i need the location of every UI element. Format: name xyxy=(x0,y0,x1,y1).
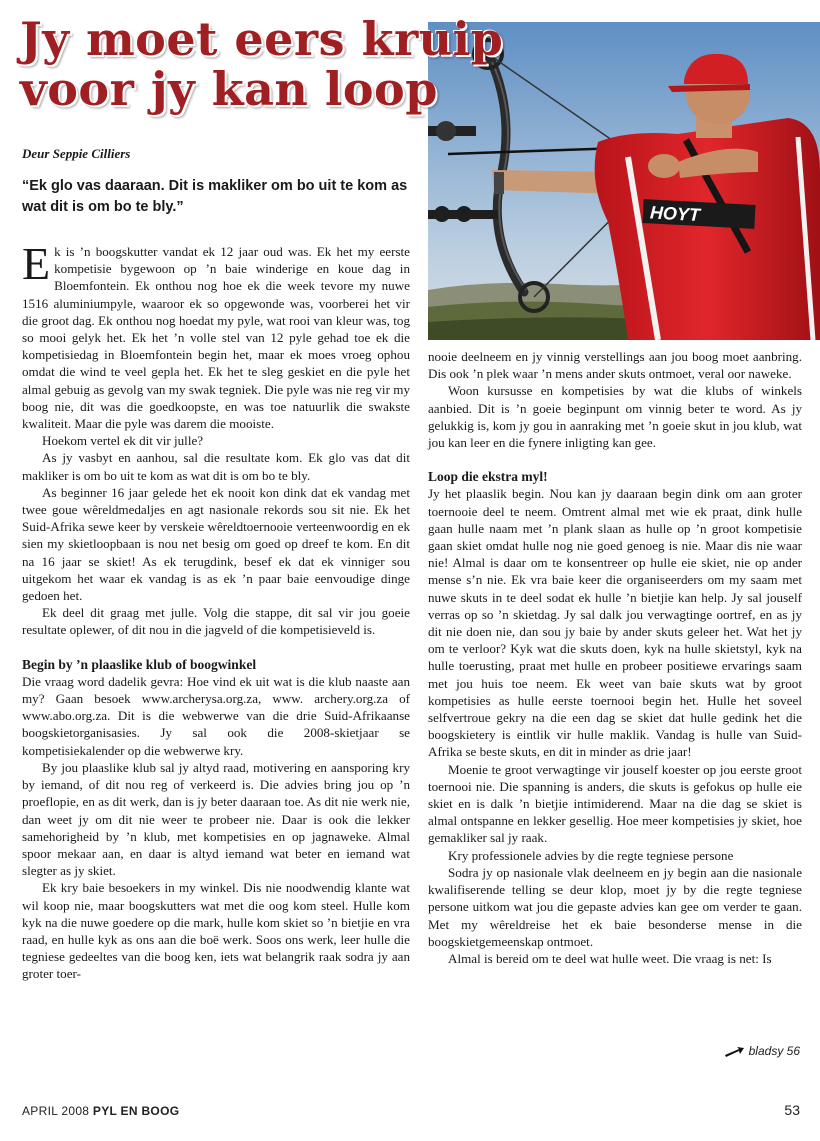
paragraph-text: k is ’n boogskutter vandat ek 12 jaar oud was. Ek het my eerste kompetisie bygewoon op ’n baie winderige en koue dag in Bloemfontein. Ek onthou nog hoe ek die week tevore my nuwe 1516 aluminiumpyle, waaroor ek so opgewonde was, voorberei het vir die groot dag. Ek onthou nog hoedat my pyle, wat rooi van kleur was, tog so mooi gelyk het. Ek het ’n volle stel van 12 pyle gehad toe ek die kompetisiedag in Bloemfontein begin het, maar ek moes vroeg ophou omdat die wind te veel gepla het. Ek het te sleg geskiet en die pyle het almal gebuig as gevolg van my swak tegniek. Die pyle was nie reg vir my boog nie, dit was die goedkoopste, en was toe natuurlik die swakste kwaliteit. Maar die pyle was darem die mooiste. xyxy=(22,244,410,432)
page-number: 53 xyxy=(784,1102,800,1118)
drop-cap: E xyxy=(22,238,51,289)
spacer xyxy=(22,639,410,656)
article-title xyxy=(20,14,720,114)
paragraph: By jou plaaslike klub sal jy altyd raad, motivering en aansporing kry by iemand, of dit nou reg of verkeerd is. Die advies bring jou op ’n proeflopie, en as dit werk, dan is jy beter daaraan toe. As dit nie werk nie, dan weet jy om dit nie weer te probeer nie. Daar is ook die lekker samehorigheid by ’n klub, met kompetisies en op jagnaweke. Almal spoor mekaar aan, en daar is altyd iemand wat beter en iemand wat slegter as jy skiet. xyxy=(22,759,410,879)
paragraph: Die vraag word dadelik gevra: Hoe vind ek uit wat is die klub naaste aan my? Gaan besoek www.archerysa.org.za, www. archery.org.za of www.abo.org.za. Dit is die webwerwe van die drie Suid-Afrikaanse boogskietorganisasies. Jy sal ook die 2008-skietjaar se kompetisiekalender op die webwerwe kry. xyxy=(22,673,410,758)
paragraph: nooie deelneem en jy vinnig verstellings aan jou boog moet aanbring. Dis ook ’n plek waar ’n mens ander skuts ontmoet, veral oor naweke. xyxy=(428,349,802,382)
paragraph xyxy=(22,238,410,432)
paragraph: Almal is bereid om te deel wat hulle weet. Die vraag is net: Is xyxy=(448,950,772,966)
paragraph: Ek deel dit graag met julle. Volg die stappe, dit sal vir jou goeie resultate oplewer, of dit nou in die jagveld of die kompetisieveld is. xyxy=(22,605,410,638)
issue-date: APRIL 2008 xyxy=(22,1104,90,1118)
continued-text: bladsy 56 xyxy=(748,1044,800,1058)
paragraph: Ek kry baie besoekers in my winkel. Dis nie noodwendig klante wat wil koop nie, maar boogskutters wat met die oog kom steel. Hulle kom kyk na die nuwe goedere op die mark, hulle kom skiet so ’n bietjie en vra raad, en hulle kyk as ons aan die boë werk. Soos ons werk, leer hulle die tegniese gedeeltes van die boog ken, iets wat belangrik raak sodra jy aan groter toer- xyxy=(22,880,410,982)
paragraph: As jy vasbyt en aanhou, sal die resultate kom. Ek glo vas dat dit makliker is om bo uit te kom as wat dit is om bo te bly. xyxy=(22,450,410,483)
title-line-2: voor jy kan loop xyxy=(20,62,438,116)
magazine-name: PYL EN BOOG xyxy=(92,1104,180,1118)
paragraph: Moenie te groot verwagtinge vir jouself koester op jou eerste groot toernooi nie. Die spanning is anders, die skuts is gefokus op hulle eie skiet en is dalk ’n bietjie intimiderend. Maar na die dag se skiet is almal ontspanne en lekker gesellig. Hoe meer kompetisies jy skiet, hoe gemakliker sal jy raak. xyxy=(428,761,802,846)
shirt-logo: HOYT xyxy=(649,202,701,226)
section-heading: Begin by ’n plaaslike klub of boogwinkel xyxy=(22,656,257,672)
paragraph: Hoekom vertel ek dit vir julle? xyxy=(42,433,204,449)
continued-marker xyxy=(723,1044,800,1058)
paragraph: Jy het plaaslik begin. Nou kan jy daaraan begin dink om aan groter toernooie deel te neem. Omtrent almal met wie ek praat, dink hulle gaan hulle naam met ’n plank slaan as hulle op ’n groot kompetisie gaan skiet omdat hulle nog nie goed genoeg is nie. Maar dis nie waar nie! Almal is daar om te konsentreer op hulle eie skiet, nie op ander mense s’n nie. Ek vra baie keer die organiseerders om my saam met nuwe skuts in te deel sodat ek hulle ’n bietjie kan help. Jy sal jouself verras op so ’n skietdag. Jy sal dalk jou verwagtinge oortref, en as jy dit nie doen nie, dan sou jy baie by ander skuts geleer het. Wat het jy om te verloor? Kyk wat die skuts doen, kyk na hulle skietstyl, kyk na hulle toerusting, praat met hulle en probeer positiewe ervarings saam met jou huis toe neem. Ek weet van baie skuts wat by groot kompetisies as hulle eerste toernooi begin het. Hulle het soveel selfvertroue gekry na die een dag se skiet dat hulle gedink het die boogskietery is eintlik vir hulle maklik. Vandag is hulle van Suid-Afrika se beste skuts, en dit in minder as drie jaar! xyxy=(428,486,802,760)
column-right xyxy=(428,348,802,967)
paragraph: Woon kursusse en kompetisies by wat die klubs of winkels aanbied. Dit is ’n goeie beginpunt om vinnig beter te word. As jy gelukkig is, kom jy gou in aanraking met ’n goeie skut in jou klub, wat jou kan leer en die fynere inligting kan gee. xyxy=(428,383,802,451)
section-heading: Loop die ekstra myl! xyxy=(428,469,548,485)
paragraph: Kry professionele advies by die regte tegniese persone xyxy=(448,847,734,863)
paragraph: As beginner 16 jaar gelede het ek nooit kon dink dat ek vandag met twee goue wêreldmedaljes en agt nasionale rekords sou sit nie. Ek het Suid-Afrika sewe keer by verskeie wêreldtoernooie verteenwoordig en ek sien my skietloopbaan is nou net besig om goed op dreef te kom. En dit na 16 jaar se skiet! As ek terugdink, besef ek dat ek vinniger sou uitgekom het waar ek vandag is as ek ’n paar baie eenvoudige dinge gedoen het. xyxy=(22,484,410,604)
spacer xyxy=(428,451,802,468)
title-line-1: Jy moet eers kruip xyxy=(20,12,504,66)
pull-quote: “Ek glo vas daaraan. Dit is makliker om bo uit te kom as wat dit is om bo te bly.” xyxy=(22,178,408,215)
arrow-icon xyxy=(723,1046,745,1058)
footer-issue xyxy=(22,1104,179,1118)
byline: Deur Seppie Cilliers xyxy=(22,146,131,161)
column-left xyxy=(22,238,410,983)
paragraph: Sodra jy op nasionale vlak deelneem en jy begin aan die nasionale kwalifiserende telling se deur klop, moet jy by die regte tegniese persone uitkom wat jou die gepaste advies kan gee om verder te gaan. Met my wêreldreise het ek baie besonderse mense in die boogskietgemeenskap ontmoet. xyxy=(428,864,802,949)
